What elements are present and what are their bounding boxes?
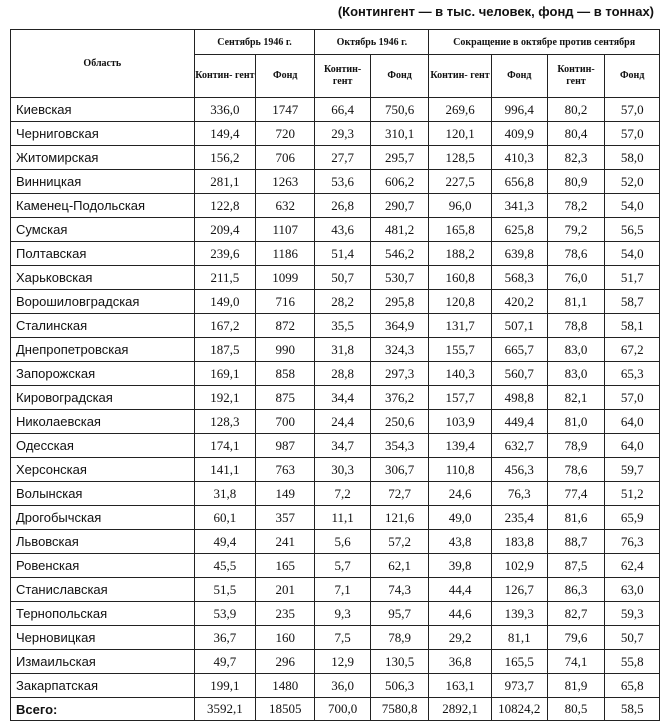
table-cell: 157,7 xyxy=(429,386,492,410)
region-name: Сумская xyxy=(11,218,195,242)
table-cell: 2892,1 xyxy=(429,698,492,721)
table-cell: 27,7 xyxy=(315,146,371,170)
table-cell: 24,6 xyxy=(429,482,492,506)
table-cell: 7,2 xyxy=(315,482,371,506)
table-cell: 18505 xyxy=(256,698,315,721)
table-cell: 7,5 xyxy=(315,626,371,650)
table-cell: 52,0 xyxy=(605,170,660,194)
table-cell: 875 xyxy=(256,386,315,410)
table-cell: 58,7 xyxy=(605,290,660,314)
table-cell: 51,7 xyxy=(605,266,660,290)
table-cell: 156,2 xyxy=(194,146,255,170)
table-cell: 235 xyxy=(256,602,315,626)
table-cell: 80,5 xyxy=(547,698,605,721)
region-name: Сталинская xyxy=(11,314,195,338)
table-row xyxy=(11,578,660,602)
table-cell: 77,4 xyxy=(547,482,605,506)
table-cell: 155,7 xyxy=(429,338,492,362)
table-cell: 632 xyxy=(256,194,315,218)
table-cell: 82,3 xyxy=(547,146,605,170)
region-name: Черниговская xyxy=(11,122,195,146)
table-cell: 87,5 xyxy=(547,554,605,578)
table-cell: 81,6 xyxy=(547,506,605,530)
table-cell: 50,7 xyxy=(605,626,660,650)
table-cell: 128,5 xyxy=(429,146,492,170)
table-cell: 51,5 xyxy=(194,578,255,602)
table-cell: 83,0 xyxy=(547,338,605,362)
table-cell: 872 xyxy=(256,314,315,338)
table-cell: 58,0 xyxy=(605,146,660,170)
table-cell: 24,4 xyxy=(315,410,371,434)
table-cell: 78,9 xyxy=(547,434,605,458)
table-cell: 167,2 xyxy=(194,314,255,338)
table-row xyxy=(11,194,660,218)
table-cell: 160,8 xyxy=(429,266,492,290)
table-cell: 996,4 xyxy=(491,98,547,122)
table-cell: 507,1 xyxy=(491,314,547,338)
table-cell: 139,4 xyxy=(429,434,492,458)
table-cell: 62,4 xyxy=(605,554,660,578)
table-cell: 149,0 xyxy=(194,290,255,314)
table-cell: 54,0 xyxy=(605,194,660,218)
table-cell: 49,4 xyxy=(194,530,255,554)
table-cell: 187,5 xyxy=(194,338,255,362)
table-cell: 78,6 xyxy=(547,242,605,266)
table-cell: 169,1 xyxy=(194,362,255,386)
table-cell: 76,3 xyxy=(605,530,660,554)
table-row xyxy=(11,554,660,578)
table-cell: 139,3 xyxy=(491,602,547,626)
table-cell: 481,2 xyxy=(370,218,428,242)
table-cell: 354,3 xyxy=(370,434,428,458)
table-cell: 50,7 xyxy=(315,266,371,290)
table-cell: 3592,1 xyxy=(194,698,255,721)
fond-header: Фонд xyxy=(256,55,315,98)
table-cell: 160 xyxy=(256,626,315,650)
table-row xyxy=(11,242,660,266)
table-cell: 86,3 xyxy=(547,578,605,602)
table-cell: 665,7 xyxy=(491,338,547,362)
table-cell: 29,3 xyxy=(315,122,371,146)
table-row xyxy=(11,506,660,530)
table-cell: 78,2 xyxy=(547,194,605,218)
table-cell: 88,7 xyxy=(547,530,605,554)
table-row xyxy=(11,170,660,194)
table-cell: 54,0 xyxy=(605,242,660,266)
table-cell: 49,7 xyxy=(194,650,255,674)
table-cell: 80,2 xyxy=(547,98,605,122)
table-cell: 306,7 xyxy=(370,458,428,482)
table-cell: 5,7 xyxy=(315,554,371,578)
table-cell: 65,3 xyxy=(605,362,660,386)
table-cell: 34,7 xyxy=(315,434,371,458)
table-cell: 700 xyxy=(256,410,315,434)
table-cell: 44,6 xyxy=(429,602,492,626)
table-cell: 82,7 xyxy=(547,602,605,626)
table-cell: 141,1 xyxy=(194,458,255,482)
table-cell: 310,1 xyxy=(370,122,428,146)
table-cell: 750,6 xyxy=(370,98,428,122)
table-row xyxy=(11,434,660,458)
table-cell: 409,9 xyxy=(491,122,547,146)
table-cell: 188,2 xyxy=(429,242,492,266)
region-name: Запорожская xyxy=(11,362,195,386)
table-cell: 51,4 xyxy=(315,242,371,266)
region-name: Волынская xyxy=(11,482,195,506)
table-cell: 66,4 xyxy=(315,98,371,122)
region-name: Черновицкая xyxy=(11,626,195,650)
region-name: Тернопольская xyxy=(11,602,195,626)
table-cell: 103,9 xyxy=(429,410,492,434)
table-cell: 76,0 xyxy=(547,266,605,290)
table-cell: 410,3 xyxy=(491,146,547,170)
region-name: Херсонская xyxy=(11,458,195,482)
region-name: Харьковская xyxy=(11,266,195,290)
table-cell: 858 xyxy=(256,362,315,386)
region-name: Полтавская xyxy=(11,242,195,266)
table-cell: 57,0 xyxy=(605,122,660,146)
table-cell: 58,5 xyxy=(605,698,660,721)
table-cell: 36,0 xyxy=(315,674,371,698)
table-cell: 297,3 xyxy=(370,362,428,386)
table-cell: 700,0 xyxy=(315,698,371,721)
table-row xyxy=(11,386,660,410)
table-cell: 59,3 xyxy=(605,602,660,626)
table-cell: 76,3 xyxy=(491,482,547,506)
region-name: Одесская xyxy=(11,434,195,458)
table-cell: 192,1 xyxy=(194,386,255,410)
reduction-header: Сокращение в октябре против сентября xyxy=(429,30,660,55)
table-cell: 80,9 xyxy=(547,170,605,194)
table-cell: 81,0 xyxy=(547,410,605,434)
table-cell: 7,1 xyxy=(315,578,371,602)
table-cell: 1099 xyxy=(256,266,315,290)
table-cell: 43,8 xyxy=(429,530,492,554)
table-cell: 79,2 xyxy=(547,218,605,242)
table-row xyxy=(11,458,660,482)
table-cell: 120,8 xyxy=(429,290,492,314)
table-cell: 28,8 xyxy=(315,362,371,386)
region-name: Днепропетровская xyxy=(11,338,195,362)
table-cell: 336,0 xyxy=(194,98,255,122)
table-cell: 341,3 xyxy=(491,194,547,218)
table-row xyxy=(11,674,660,698)
table-cell: 632,7 xyxy=(491,434,547,458)
table-cell: 568,3 xyxy=(491,266,547,290)
table-cell: 530,7 xyxy=(370,266,428,290)
table-cell: 78,6 xyxy=(547,458,605,482)
region-name: Киевская xyxy=(11,98,195,122)
table-cell: 163,1 xyxy=(429,674,492,698)
table-cell: 128,3 xyxy=(194,410,255,434)
region-name: Дрогобычская xyxy=(11,506,195,530)
table-cell: 149,4 xyxy=(194,122,255,146)
table-cell: 364,9 xyxy=(370,314,428,338)
table-cell: 81,1 xyxy=(547,290,605,314)
region-name: Каменец-Подольская xyxy=(11,194,195,218)
region-name: Всего: xyxy=(11,698,195,721)
table-cell: 55,8 xyxy=(605,650,660,674)
table-row xyxy=(11,290,660,314)
table-cell: 102,9 xyxy=(491,554,547,578)
table-cell: 227,5 xyxy=(429,170,492,194)
fond-header: Фонд xyxy=(605,55,660,98)
table-cell: 1107 xyxy=(256,218,315,242)
data-table xyxy=(10,29,660,721)
table-cell: 35,5 xyxy=(315,314,371,338)
table-cell: 57,0 xyxy=(605,386,660,410)
table-cell: 706 xyxy=(256,146,315,170)
table-cell: 269,6 xyxy=(429,98,492,122)
table-cell: 79,6 xyxy=(547,626,605,650)
table-cell: 51,2 xyxy=(605,482,660,506)
table-cell: 29,2 xyxy=(429,626,492,650)
table-cell: 1186 xyxy=(256,242,315,266)
table-cell: 174,1 xyxy=(194,434,255,458)
table-cell: 296 xyxy=(256,650,315,674)
table-cell: 165 xyxy=(256,554,315,578)
table-cell: 546,2 xyxy=(370,242,428,266)
fond-header: Фонд xyxy=(491,55,547,98)
total-row xyxy=(11,698,660,721)
table-cell: 65,8 xyxy=(605,674,660,698)
table-cell: 716 xyxy=(256,290,315,314)
region-name: Кировоградская xyxy=(11,386,195,410)
region-header: Область xyxy=(11,30,195,98)
table-cell: 65,9 xyxy=(605,506,660,530)
region-name: Измаильская xyxy=(11,650,195,674)
table-cell: 295,7 xyxy=(370,146,428,170)
table-cell: 82,1 xyxy=(547,386,605,410)
table-cell: 67,2 xyxy=(605,338,660,362)
table-cell: 639,8 xyxy=(491,242,547,266)
table-cell: 5,6 xyxy=(315,530,371,554)
table-row xyxy=(11,410,660,434)
region-name: Львовская xyxy=(11,530,195,554)
table-cell: 990 xyxy=(256,338,315,362)
table-row xyxy=(11,362,660,386)
table-cell: 72,7 xyxy=(370,482,428,506)
units-note: (Контингент — в тыс. человек, фонд — в тоннах) xyxy=(337,4,654,19)
fond-header: Фонд xyxy=(370,55,428,98)
table-cell: 130,5 xyxy=(370,650,428,674)
region-name: Винницкая xyxy=(11,170,195,194)
table-row xyxy=(11,314,660,338)
table-cell: 64,0 xyxy=(605,434,660,458)
table-cell: 290,7 xyxy=(370,194,428,218)
kontingent-header: Контин- гент xyxy=(194,55,255,98)
kontingent-header: Контин- гент xyxy=(547,55,605,98)
table-body xyxy=(11,98,660,721)
table-row xyxy=(11,98,660,122)
table-cell: 62,1 xyxy=(370,554,428,578)
table-cell: 209,4 xyxy=(194,218,255,242)
table-cell: 1263 xyxy=(256,170,315,194)
table-cell: 126,7 xyxy=(491,578,547,602)
table-cell: 34,4 xyxy=(315,386,371,410)
table-cell: 11,1 xyxy=(315,506,371,530)
table-cell: 763 xyxy=(256,458,315,482)
table-cell: 121,6 xyxy=(370,506,428,530)
table-cell: 606,2 xyxy=(370,170,428,194)
region-name: Николаевская xyxy=(11,410,195,434)
table-cell: 81,1 xyxy=(491,626,547,650)
table-cell: 656,8 xyxy=(491,170,547,194)
table-cell: 165,5 xyxy=(491,650,547,674)
table-cell: 49,0 xyxy=(429,506,492,530)
table-cell: 53,6 xyxy=(315,170,371,194)
table-row xyxy=(11,122,660,146)
table-cell: 199,1 xyxy=(194,674,255,698)
table-cell: 53,9 xyxy=(194,602,255,626)
table-cell: 26,8 xyxy=(315,194,371,218)
table-cell: 1480 xyxy=(256,674,315,698)
table-cell: 1747 xyxy=(256,98,315,122)
table-cell: 110,8 xyxy=(429,458,492,482)
table-cell: 281,1 xyxy=(194,170,255,194)
table-cell: 241 xyxy=(256,530,315,554)
table-cell: 7580,8 xyxy=(370,698,428,721)
table-cell: 56,5 xyxy=(605,218,660,242)
table-cell: 122,8 xyxy=(194,194,255,218)
table-row xyxy=(11,530,660,554)
table-cell: 10824,2 xyxy=(491,698,547,721)
table-cell: 12,9 xyxy=(315,650,371,674)
region-name: Закарпатская xyxy=(11,674,195,698)
table-row xyxy=(11,482,660,506)
table-row xyxy=(11,218,660,242)
table-cell: 295,8 xyxy=(370,290,428,314)
table-cell: 560,7 xyxy=(491,362,547,386)
kontingent-header: Контин- гент xyxy=(429,55,492,98)
table-cell: 449,4 xyxy=(491,410,547,434)
region-name: Ровенская xyxy=(11,554,195,578)
table-cell: 36,7 xyxy=(194,626,255,650)
table-cell: 973,7 xyxy=(491,674,547,698)
table-cell: 64,0 xyxy=(605,410,660,434)
table-row xyxy=(11,626,660,650)
table-cell: 44,4 xyxy=(429,578,492,602)
table-cell: 57,0 xyxy=(605,98,660,122)
table-cell: 30,3 xyxy=(315,458,371,482)
table-cell: 83,0 xyxy=(547,362,605,386)
table-cell: 324,3 xyxy=(370,338,428,362)
table-row xyxy=(11,338,660,362)
table-cell: 59,7 xyxy=(605,458,660,482)
region-name: Ворошиловградская xyxy=(11,290,195,314)
table-cell: 211,5 xyxy=(194,266,255,290)
table-cell: 45,5 xyxy=(194,554,255,578)
table-cell: 456,3 xyxy=(491,458,547,482)
table-cell: 183,8 xyxy=(491,530,547,554)
table-cell: 28,2 xyxy=(315,290,371,314)
table-cell: 31,8 xyxy=(315,338,371,362)
table-cell: 235,4 xyxy=(491,506,547,530)
table-cell: 357 xyxy=(256,506,315,530)
table-cell: 987 xyxy=(256,434,315,458)
table-cell: 420,2 xyxy=(491,290,547,314)
table-cell: 9,3 xyxy=(315,602,371,626)
table-cell: 78,8 xyxy=(547,314,605,338)
table-row xyxy=(11,602,660,626)
september-header: Сентябрь 1946 г. xyxy=(194,30,315,55)
table-cell: 376,2 xyxy=(370,386,428,410)
table-cell: 74,3 xyxy=(370,578,428,602)
table-cell: 36,8 xyxy=(429,650,492,674)
kontingent-header: Контин- гент xyxy=(315,55,371,98)
table-cell: 78,9 xyxy=(370,626,428,650)
table-cell: 498,8 xyxy=(491,386,547,410)
region-name: Житомирская xyxy=(11,146,195,170)
table-row xyxy=(11,146,660,170)
table-cell: 201 xyxy=(256,578,315,602)
table-cell: 149 xyxy=(256,482,315,506)
table-cell: 57,2 xyxy=(370,530,428,554)
table-cell: 43,6 xyxy=(315,218,371,242)
table-cell: 131,7 xyxy=(429,314,492,338)
table-cell: 250,6 xyxy=(370,410,428,434)
table-cell: 81,9 xyxy=(547,674,605,698)
table-cell: 96,0 xyxy=(429,194,492,218)
october-header: Октябрь 1946 г. xyxy=(315,30,429,55)
table-cell: 39,8 xyxy=(429,554,492,578)
table-cell: 506,3 xyxy=(370,674,428,698)
table-cell: 31,8 xyxy=(194,482,255,506)
table-cell: 625,8 xyxy=(491,218,547,242)
region-name: Станиславская xyxy=(11,578,195,602)
table-cell: 720 xyxy=(256,122,315,146)
table-cell: 95,7 xyxy=(370,602,428,626)
table-cell: 140,3 xyxy=(429,362,492,386)
table-cell: 165,8 xyxy=(429,218,492,242)
table-row xyxy=(11,650,660,674)
table-row xyxy=(11,266,660,290)
table-cell: 63,0 xyxy=(605,578,660,602)
table-cell: 60,1 xyxy=(194,506,255,530)
table-cell: 58,1 xyxy=(605,314,660,338)
table-cell: 80,4 xyxy=(547,122,605,146)
table-cell: 120,1 xyxy=(429,122,492,146)
table-cell: 74,1 xyxy=(547,650,605,674)
table-cell: 239,6 xyxy=(194,242,255,266)
